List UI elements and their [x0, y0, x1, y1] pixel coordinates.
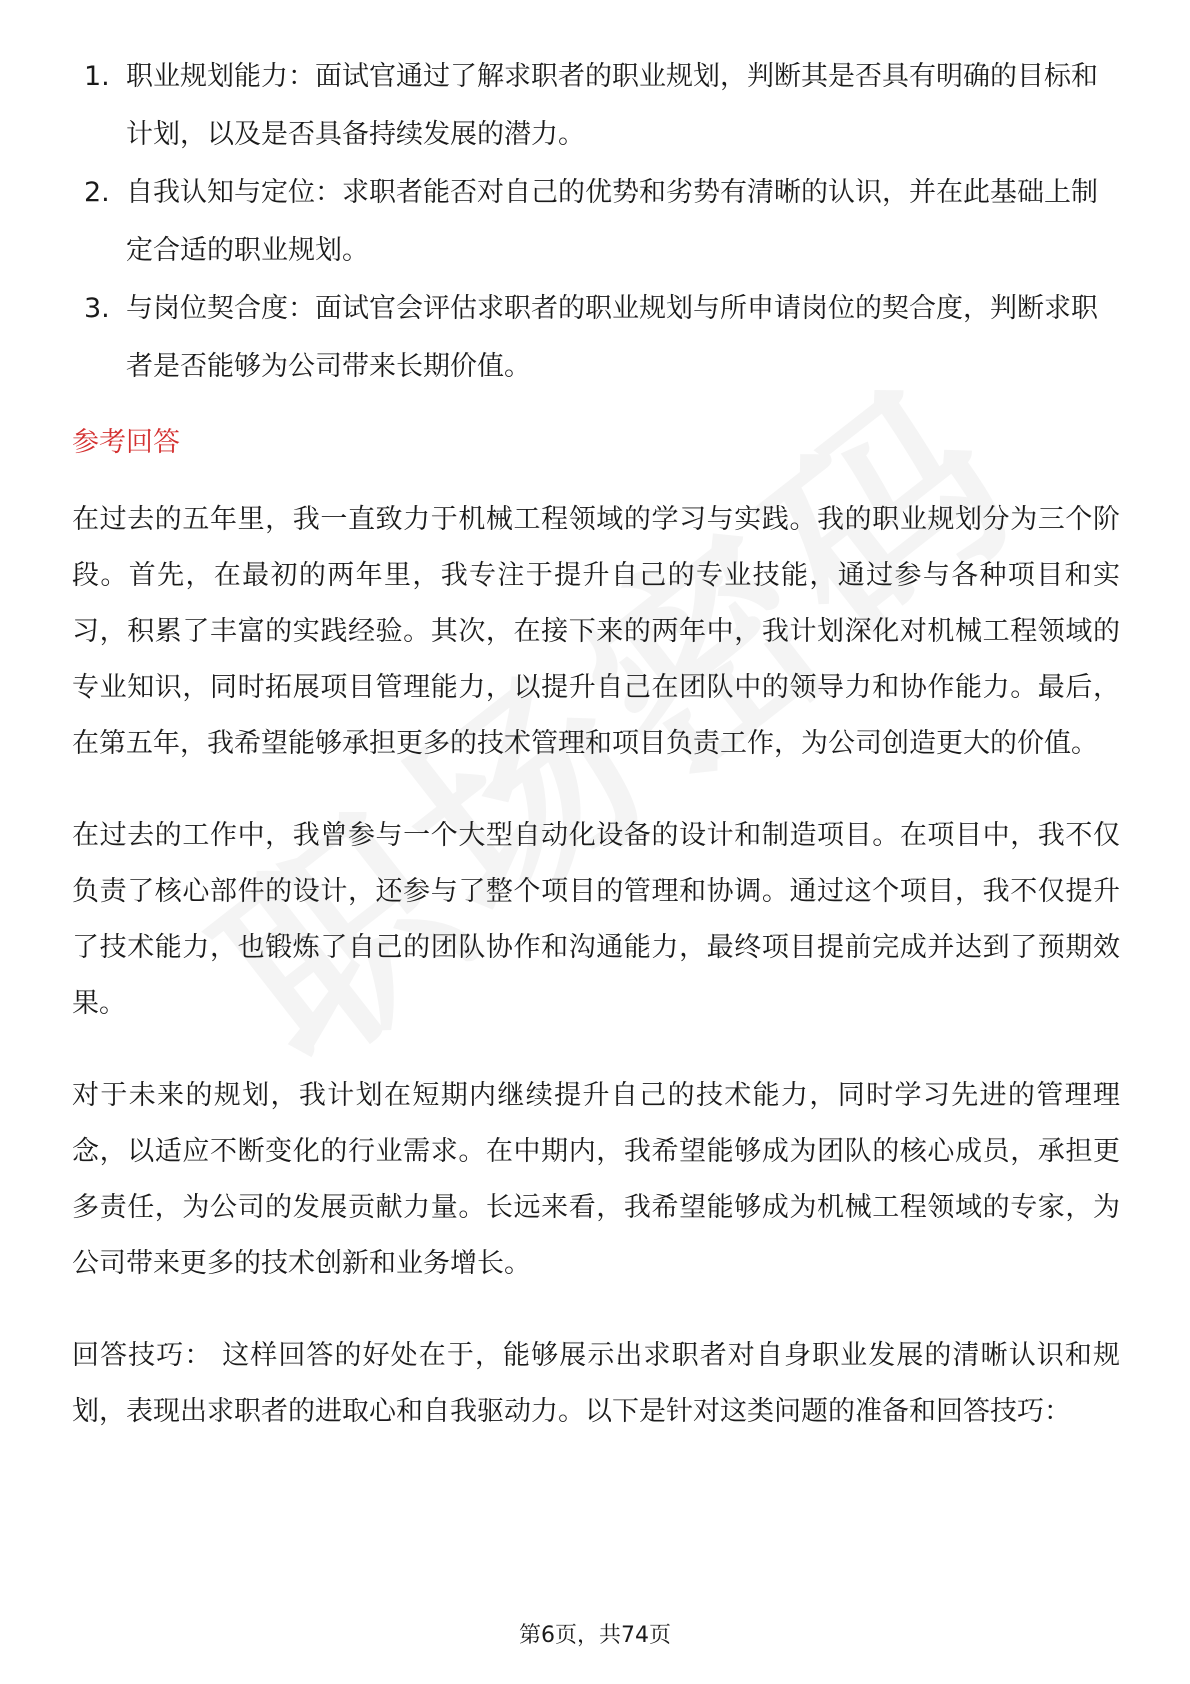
list-item-text: 职业规划能力：面试官通过了解求职者的职业规划，判断其是否具有明确的目标和计划，以及是否具备持续发展的潜力。 [126, 61, 1098, 150]
page-content [72, 48, 1120, 1467]
list-item-number: 3. [84, 293, 110, 324]
criteria-list [72, 48, 1120, 396]
list-item-number: 2. [84, 177, 110, 208]
paragraph: 回答技巧： 这样回答的好处在于，能够展示出求职者对自身职业发展的清晰认识和规划，表现出求职者的进取心和自我驱动力。以下是针对这类问题的准备和回答技巧： [72, 1340, 1120, 1427]
list-item [72, 280, 1120, 396]
page-number: 第6页，共74页 [519, 1623, 671, 1648]
paragraph: 在过去的工作中，我曾参与一个大型自动化设备的设计和制造项目。在项目中，我不仅负责了核心部件的设计，还参与了整个项目的管理和协调。通过这个项目，我不仅提升了技术能力，也锻炼了自己的团队协作和沟通能力，最终项目提前完成并达到了预期效果。 [72, 820, 1120, 1019]
paragraph: 在过去的五年里，我一直致力于机械工程领域的学习与实践。我的职业规划分为三个阶段。首先，在最初的两年里，我专注于提升自己的专业技能，通过参与各种项目和实习，积累了丰富的实践经验。其次，在接下来的两年中，我计划深化对机械工程领域的专业知识，同时拓展项目管理能力，以提升自己在团队中的领导力和协作能力。最后，在第五年，我希望能够承担更多的技术管理和项目负责工作，为公司创造更大的价值。 [72, 504, 1120, 759]
paragraph: 对于未来的规划，我计划在短期内继续提升自己的技术能力，同时学习先进的管理理念，以适应不断变化的行业需求。在中期内，我希望能够成为团队的核心成员，承担更多责任，为公司的发展贡献力量。长远来看，我希望能够成为机械工程领域的专家，为公司带来更多的技术创新和业务增长。 [72, 1080, 1120, 1279]
list-item-text: 与岗位契合度：面试官会评估求职者的职业规划与所申请岗位的契合度，判断求职者是否能够为公司带来长期价值。 [126, 293, 1098, 382]
list-item-text: 自我认知与定位：求职者能否对自己的优势和劣势有清晰的认识，并在此基础上制定合适的职业规划。 [126, 177, 1098, 266]
list-item [72, 48, 1120, 164]
list-item [72, 164, 1120, 280]
section-title: 参考回答 [72, 427, 180, 458]
list-item-number: 1. [84, 61, 110, 92]
